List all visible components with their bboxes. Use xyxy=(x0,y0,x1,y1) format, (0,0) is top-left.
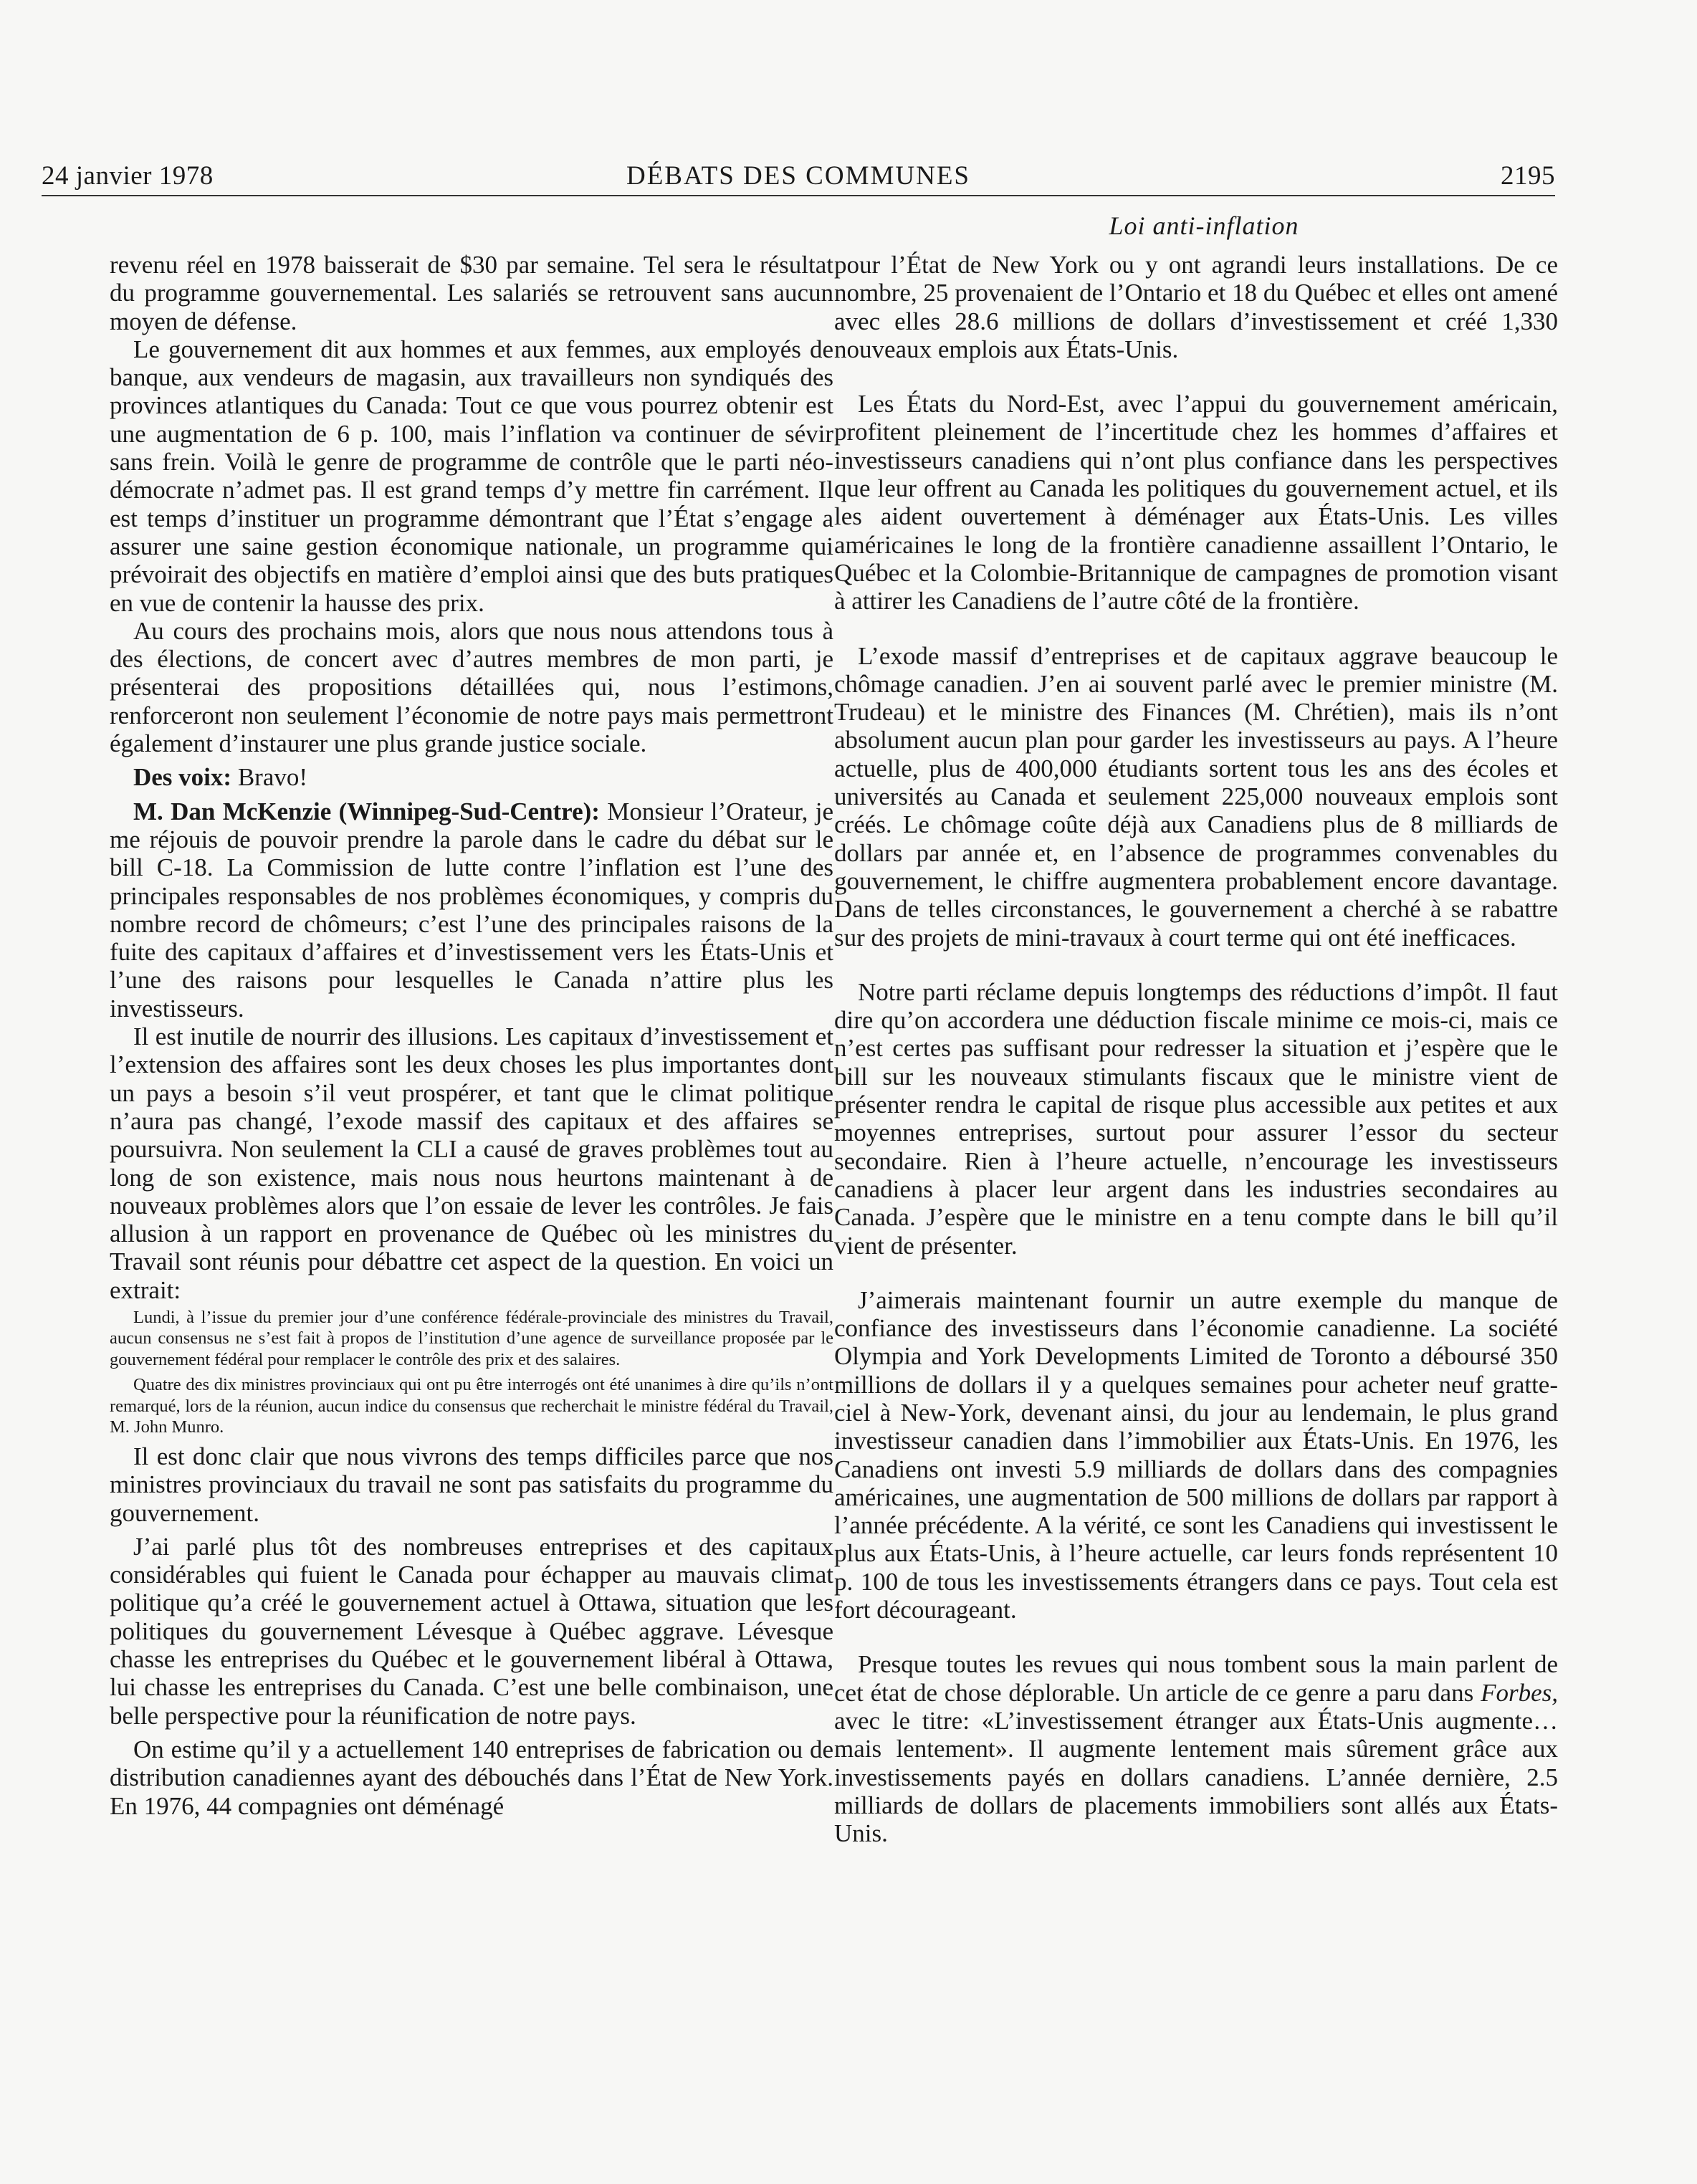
paragraph-text: avec le titre: «L’investissement étranger aux États-Unis augmente… mais lentement». Il augmente lentement mais sûrement grâce aux investissements payés en dollars canadiens. L’année dernière, 2.5 milliards de dollars de placements immobiliers sont allés aux États-Unis. xyxy=(834,1706,1558,1848)
speech-text: Monsieur l’Orateur, je me réjouis de pouvoir prendre la parole dans le cadre du débat sur le bill C-18. La Commission de lutte contre l’inflation est l’une des principales responsables de nos problèmes économiques, y compris du nombre record de chômeurs; c’est l’une des principales raisons de la fuite des capitaux d’affaires et d’investissement vers les États-Unis et l’une des raisons pour lesquelles le Canada n’attire plus les investisseurs. xyxy=(110,797,833,1022)
paragraph: Il est inutile de nourrir des illusions. Les capitaux d’investissement et l’extension des affaires sont les deux choses les plus importantes dont un pays a besoin s’il veut prospérer, et tant que le climat politique n’aura pas changé, l’exode massif des capitaux et des affaires se poursuivra. Non seulement la CLI a causé de graves problèmes tout au long de son existence, mais nous nous heurtons maintenant à de nouveaux problèmes alors que l’on essaie de lever les contrôles. Je fais allusion à un rapport en provenance de Québec où les ministres du Travail sont réunis pour débattre cet aspect de la question. En voici un extrait: xyxy=(110,1022,833,1304)
paragraph: L’exode massif d’entreprises et de capitaux aggrave beaucoup le chômage canadien. J’en ai souvent parlé avec le premier ministre (M. Trudeau) et le ministre des Finances (M. Chrétien), mais ils n’ont absolument aucun plan pour garder les investisseurs au pays. A l’heure actuelle, plus de 400,000 étudiants sortent tous les ans des écoles et universités au Canada et seulement 225,000 nouveaux emplois sont créés. Le chômage coûte déjà aux Canadiens plus de 8 milliards de dollars par année et, en l’absence de programmes convenables du gouvernement, le chiffre augmentera probablement encore davantage. Dans de telles circonstances, le gouvernement a cherché à se rabattre sur des projets de mini-travaux à court terme qui ont été inefficaces. xyxy=(834,641,1558,952)
running-title: Loi anti-inflation xyxy=(1109,211,1299,240)
publication-title: Forbes, xyxy=(1481,1678,1558,1707)
left-column xyxy=(110,251,833,1820)
paragraph xyxy=(110,763,833,791)
paragraph: Il est donc clair que nous vivrons des temps difficiles parce que nos ministres provinciaux du travail ne sont pas satisfaits du programme du gouvernement. xyxy=(110,1442,833,1527)
paragraph: revenu réel en 1978 baisserait de $30 par semaine. Tel sera le résultat du programme gouvernemental. Les salariés se retrouvent sans aucun moyen de défense. xyxy=(110,251,833,335)
paragraph: pour l’État de New York ou y ont agrandi leurs installations. De ce nombre, 25 provenaient de l’Ontario et 18 du Québec et elles ont amené avec elles 28.6 millions de dollars d’investissement et créé 1,330 nouveaux emplois aux États-Unis. xyxy=(834,251,1558,363)
paragraph xyxy=(110,798,833,1022)
header-date: 24 janvier 1978 xyxy=(42,161,214,191)
quote-paragraph: Quatre des dix ministres provinciaux qui ont pu être interrogés ont été unanimes à dire qu’ils n’ont remarqué, lors de la réunion, aucun indice du consensus que recherchait le ministre fédéral du Travail, M. John Munro. xyxy=(110,1375,833,1437)
quote-paragraph: Lundi, à l’issue du premier jour d’une conférence fédérale-provinciale des ministres du Travail, aucun consensus ne s’est fait à propos de l’institution d’une agence de surveillance proposée par le gouvernement fédéral pour remplacer le contrôle des prix et des salaires. xyxy=(110,1307,833,1369)
paragraph: Les États du Nord-Est, avec l’appui du gouvernement américain, profitent pleinement de l’incertitude chez les hommes d’affaires et investisseurs canadiens qui n’ont plus confiance dans les perspectives que leur offrent au Canada les politiques du gouvernement actuel, et ils les aident ouvertement à déménager aux États-Unis. Les villes américaines le long de la frontière canadienne assaillent l’Ontario, le Québec et la Colombie-Britannique de campagnes de promotion visant à attirer les Canadiens de l’autre côté de la frontière. xyxy=(834,390,1558,616)
paragraph: Le gouvernement dit aux hommes et aux femmes, aux employés de banque, aux vendeurs de magasin, aux travailleurs non syndiqués des provinces atlantiques du Canada: Tout ce que vous pourrez obtenir est une augmentation de 6 p. 100, mais l’inflation va continuer de sévir sans frein. Voilà le genre de programme de contrôle que le parti néo-démocrate n’admet pas. Il est grand temps d’y mettre fin carrément. Il est temps d’instituer un programme démontrant que l’État s’engage a assurer une saine gestion économique nationale, un programme qui prévoirait des objectifs en matière d’emploi ainsi que des buts pratiques en vue de contenir la hausse des prix. xyxy=(110,335,833,617)
paragraph: Au cours des prochains mois, alors que nous nous attendons tous à des élections, de concert avec d’autres membres de mon parti, je présenterai des propositions détaillées qui, nous l’estimons, renforceront non seulement l’économie de notre pays mais permettront également d’instaurer une plus grande justice sociale. xyxy=(110,616,833,758)
header-title: DÉBATS DES COMMUNES xyxy=(626,161,970,191)
paragraph: On estime qu’il y a actuellement 140 entreprises de fabrication ou de distribution canadiennes ayant des débouchés dans l’État de New York. En 1976, 44 compagnies ont déménagé xyxy=(110,1735,833,1820)
paragraph: Notre parti réclame depuis longtemps des réductions d’impôt. Il faut dire qu’on accordera une déduction fiscale minime ce mois-ci, mais ce n’est certes pas suffisant pour redresser la situation et j’espère que le bill sur les nouveaux stimulants fiscaux que le ministre vient de présenter rendra le capital de risque plus accessible aux petites et aux moyennes entreprises, surtout pour assurer l’essor du secteur secondaire. Rien à l’heure actuelle, n’encourage les investisseurs canadiens à placer leur argent dans les industries secondaires au Canada. J’espère que le ministre en a tenu compte dans le bill qu’il vient de présenter. xyxy=(834,977,1558,1260)
page-header xyxy=(42,159,1555,196)
block-quote xyxy=(110,1307,833,1438)
right-column xyxy=(834,251,1558,1847)
page-number: 2195 xyxy=(1501,161,1555,191)
speaker-name: Des voix: xyxy=(133,763,232,792)
paragraph: J’aimerais maintenant fournir un autre exemple du manque de confiance des investisseurs dans l’économie canadienne. La société Olympia and York Developments Limited de Toronto a déboursé 350 millions de dollars il y a quelques semaines pour acheter neuf gratte-ciel à New-York, devenant ainsi, du jour au lendemain, le plus grand investisseur canadien dans l’immobilier aux États-Unis. En 1976, les Canadiens ont investi 5.9 milliards de dollars dans des compagnies américaines, une augmentation de 500 millions de dollars par rapport à l’année précédente. A la vérité, ce sont les Canadiens qui investissent le plus aux États-Unis, à l’heure actuelle, car leurs fonds représentent 10 p. 100 de tous les investissements étrangers dans ce pays. Tout cela est fort décourageant. xyxy=(834,1285,1558,1624)
paragraph: J’ai parlé plus tôt des nombreuses entreprises et des capitaux considérables qui fuient le Canada pour échapper au mauvais climat politique qu’a créé le gouvernement actuel à Ottawa, situation que les politiques du gouvernement Lévesque à Québec aggrave. Lévesque chasse les entreprises du Québec et le gouvernement libéral à Ottawa, lui chasse les entreprises du Canada. C’est une belle combinaison, une belle perspective pour la réunification de notre pays. xyxy=(110,1532,833,1730)
speaker-name: M. Dan McKenzie (Winnipeg-Sud-Centre): xyxy=(133,797,600,825)
paragraph-text: Presque toutes les revues qui nous tombent sous la main parlent de cet état de chose déplorable. Un article de ce genre a paru dans xyxy=(834,1650,1558,1707)
speech-text: Bravo! xyxy=(231,763,308,792)
paragraph xyxy=(834,1650,1558,1847)
